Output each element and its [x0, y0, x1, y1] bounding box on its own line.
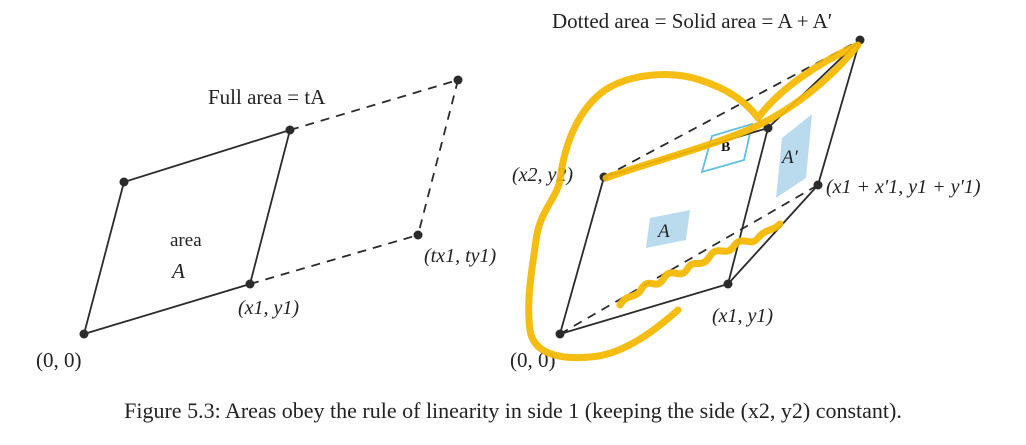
vertex-top-mid [286, 126, 295, 135]
origin-label-right: (0, 0) [510, 348, 556, 372]
vertex-sum-point [814, 181, 823, 190]
point-x2y2-label: (x2, y2) [512, 164, 574, 186]
dashed-extension-bottom [250, 235, 418, 284]
vertex-scaled-top [454, 76, 463, 85]
vertex-origin-left [80, 330, 89, 339]
annotation-loop [529, 45, 858, 358]
left-diagram [84, 80, 458, 334]
point-x1y1-label-right: (x1, y1) [712, 305, 774, 327]
right-top-label: Dotted area = Solid area = A + A′ [552, 9, 833, 33]
area-word-label: area [170, 230, 202, 251]
solid-inner-edge [728, 128, 768, 284]
point-x1y1-label-left: (x1, y1) [238, 297, 300, 319]
vertex-x1y1-right [724, 280, 733, 289]
full-area-label: Full area = tA [208, 85, 326, 109]
vertex-origin-right [556, 330, 565, 339]
figure-caption: Figure 5.3: Areas obey the rule of linearity in side 1 (keeping the side (x2, y2) constant). [124, 398, 902, 423]
area-symbol-label: A [172, 259, 185, 283]
vertex-top-left [120, 178, 129, 187]
vertex-x1y1-left [246, 280, 255, 289]
region-a-label: A [658, 221, 670, 242]
solid-side-x2y2 [560, 177, 604, 334]
region-a-prime-label: A′ [782, 147, 798, 168]
sum-point-label: (x1 + x′1, y1 + y′1) [826, 176, 981, 198]
region-b-label: B [721, 140, 731, 155]
vertex-scaled-point [414, 231, 423, 240]
yellow-annotations [529, 45, 858, 358]
dotted-bottom-edge [560, 185, 818, 334]
scaled-point-label: (tx1, ty1) [424, 245, 497, 267]
origin-label-left: (0, 0) [36, 348, 82, 372]
dashed-extension-right [418, 80, 458, 235]
